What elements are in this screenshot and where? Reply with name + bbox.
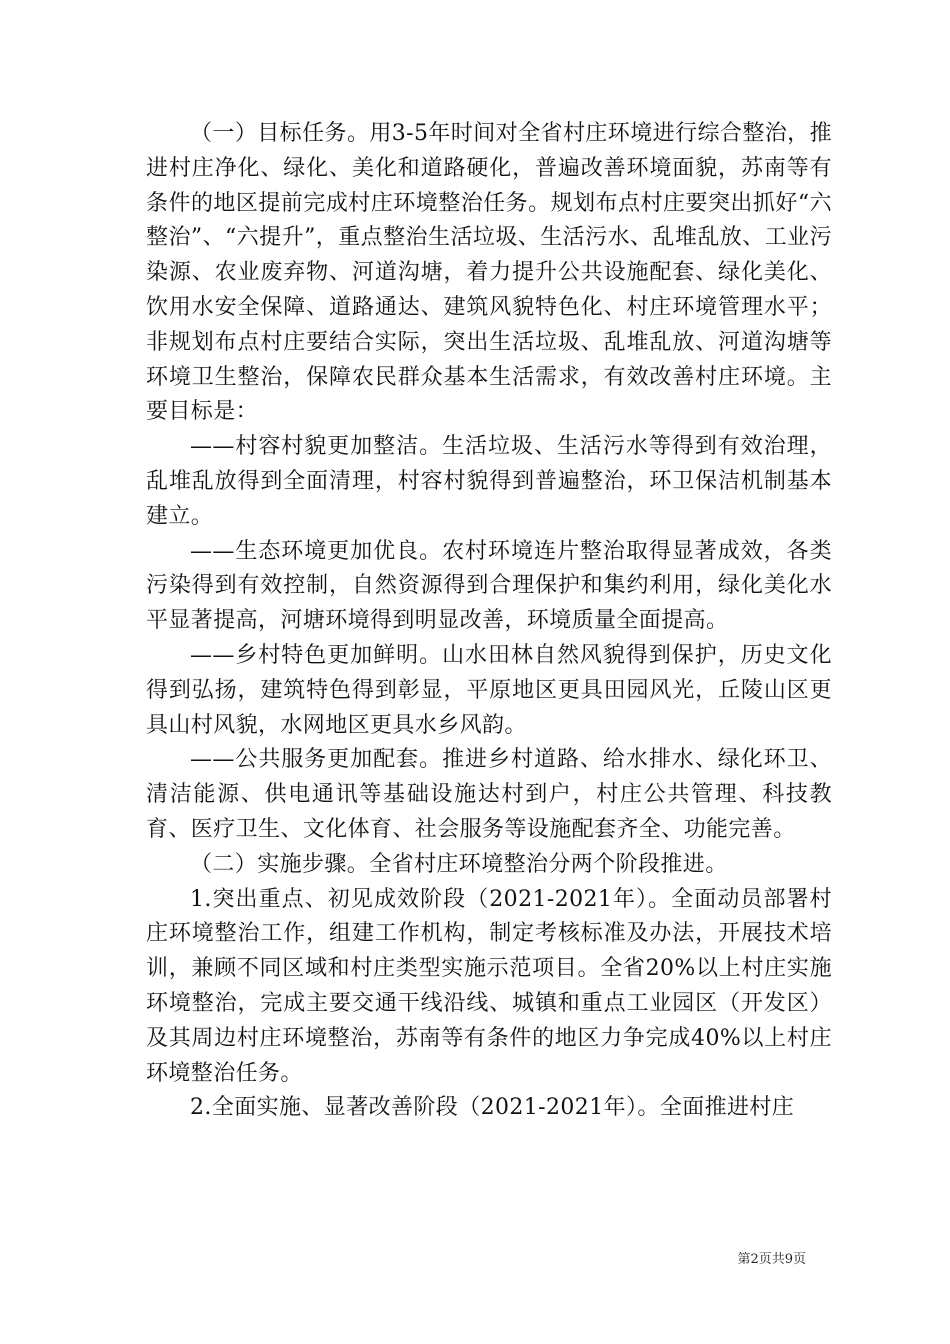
paragraph-rural-character: ——乡村特色更加鲜明。山水田林自然风貌得到保护，历史文化得到弘扬，建筑特色得到彰显，平原地区更具田园风光，丘陵山区更具山村风貌，水网地区更具水乡风韵。	[146, 642, 832, 738]
document-body	[146, 117, 832, 1126]
page-number: 第2页共9页	[737, 1252, 806, 1267]
paragraph-stage-two: 2.全面实施、显著改善阶段（2021-2021年）。全面推进村庄	[190, 1095, 795, 1121]
paragraph-ecology: ——生态环境更加优良。农村环境连片整治取得显著成效，各类污染得到有效控制，自然资源得到合理保护和集约利用，绿化美化水平显著提高，河塘环境得到明显改善，环境质量全面提高。	[146, 538, 832, 634]
paragraph-public-services: ——公共服务更加配套。推进乡村道路、给水排水、绿化环卫、清洁能源、供电通讯等基础设施达村到户，村庄公共管理、科技教育、医疗卫生、文化体育、社会服务等设施配套齐全、功能完善。	[146, 747, 832, 842]
paragraph-implementation-steps: （二）实施步骤。全省村庄环境整治分两个阶段推进。	[190, 851, 728, 877]
paragraph-goals: （一）目标任务。用3-5年时间对全省村庄环境进行综合整治，推进村庄净化、绿化、美化和道路硬化，普遍改善环境面貌，苏南等有条件的地区提前完成村庄环境整治任务。规划布点村庄要突出抓好“六整治”、“六提升”，重点整治生活垃圾、生活污水、乱堆乱放、工业污染源、农业废弃物、河道沟塘，着力提升公共设施配套、绿化美化、饮用水安全保障、道路通达、建筑风貌特色化、村庄环境管理水平；非规划布点村庄要结合实际，突出生活垃圾、乱堆乱放、河道沟塘等环境卫生整治，保障农民群众基本生活需求，有效改善村庄环境。主要目标是：	[146, 121, 832, 425]
paragraph-stage-one: 1.突出重点、初见成效阶段（2021-2021年）。全面动员部署村庄环境整治工作，组建工作机构，制定考核标准及办法，开展技术培训，兼顾不同区域和村庄类型实施示范项目。全省20%以上村庄实施环境整治，完成主要交通干线沿线、城镇和重点工业园区（开发区）及其周边村庄环境整治，苏南等有条件的地区力争完成40%以上村庄环境整治任务。	[146, 886, 832, 1086]
paragraph-village-appearance: ——村容村貌更加整洁。生活垃圾、生活污水等得到有效治理，乱堆乱放得到全面清理，村容村貌得到普遍整治，环卫保洁机制基本建立。	[146, 434, 832, 529]
